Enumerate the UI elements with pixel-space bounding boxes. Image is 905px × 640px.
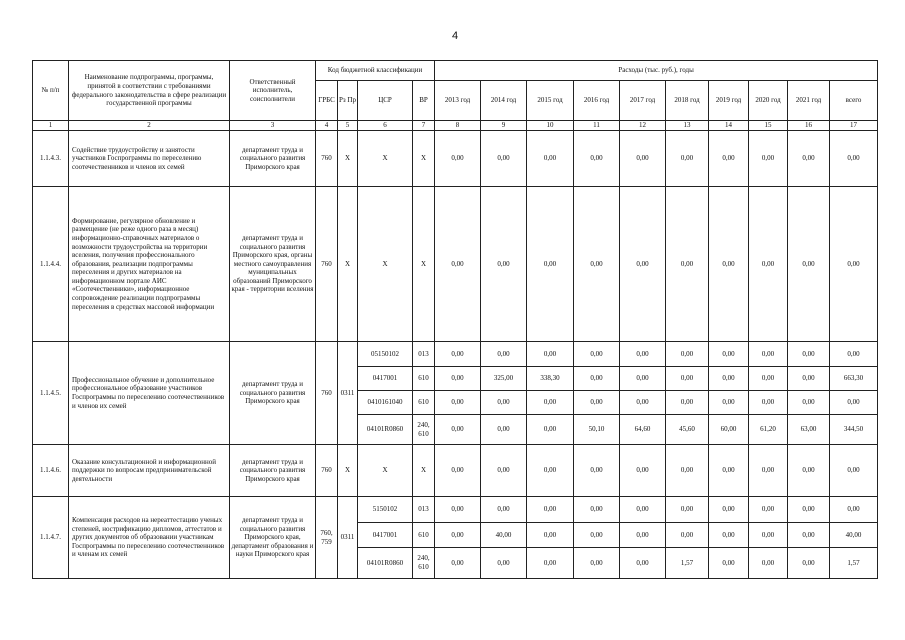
header-year-2018: 2018 год <box>666 81 709 121</box>
row-grbs: 760, 759 <box>316 497 338 579</box>
row-value: 0,00 <box>527 415 574 445</box>
column-number: 6 <box>358 121 413 131</box>
row-csr: 5150102 <box>358 497 413 523</box>
row-grbs: 760 <box>316 445 338 497</box>
row-value: 0,00 <box>620 391 666 415</box>
header-year-2014: 2014 год <box>481 81 527 121</box>
header-row-1 <box>33 61 878 81</box>
column-number: 5 <box>338 121 358 131</box>
table-header <box>33 61 878 131</box>
row-csr: X <box>358 187 413 342</box>
row-value: 325,00 <box>481 367 527 391</box>
row-value: 0,00 <box>830 445 878 497</box>
row-csr: X <box>358 131 413 187</box>
row-vr: X <box>413 131 435 187</box>
row-value: 0,00 <box>481 187 527 342</box>
row-value: 0,00 <box>527 391 574 415</box>
row-value: 0,00 <box>666 131 709 187</box>
header-year-2020: 2020 год <box>749 81 788 121</box>
row-value: 0,00 <box>574 548 620 579</box>
header-vr: ВР <box>413 81 435 121</box>
row-responsible: департамент труда и социального развития Приморского края <box>230 445 316 497</box>
row-value: 0,00 <box>620 497 666 523</box>
row-value: 0,00 <box>749 523 788 548</box>
row-value: 0,00 <box>709 131 749 187</box>
row-csr: 04101R0860 <box>358 415 413 445</box>
row-csr: 0410161040 <box>358 391 413 415</box>
row-value: 0,00 <box>574 523 620 548</box>
row-value: 0,00 <box>527 548 574 579</box>
row-value: 0,00 <box>666 391 709 415</box>
column-number: 11 <box>574 121 620 131</box>
row-value: 0,00 <box>574 391 620 415</box>
header-name: Наименование подпрограммы, программы, принятой в соответствии с требованиями федерального законодательства в сфере реализации государственной программы <box>69 61 230 121</box>
row-value: 0,00 <box>788 342 830 367</box>
row-value: 0,00 <box>481 391 527 415</box>
row-vr: 610 <box>413 367 435 391</box>
row-rzpr: X <box>338 445 358 497</box>
row-value: 0,00 <box>830 391 878 415</box>
row-value: 0,00 <box>749 445 788 497</box>
row-value: 0,00 <box>788 187 830 342</box>
header-year-2017: 2017 год <box>620 81 666 121</box>
row-name: Оказание консультационной и информационной поддержки по вопросам предпринимательской деятельности <box>69 445 230 497</box>
row-value: 0,00 <box>830 497 878 523</box>
row-value: 0,00 <box>788 391 830 415</box>
row-value: 0,00 <box>620 548 666 579</box>
header-year-2013: 2013 год <box>435 81 481 121</box>
row-value: 0,00 <box>788 523 830 548</box>
column-number: 16 <box>788 121 830 131</box>
row-value: 1,57 <box>830 548 878 579</box>
row-value: 0,00 <box>620 342 666 367</box>
row-vr: 013 <box>413 342 435 367</box>
row-value: 0,00 <box>574 342 620 367</box>
row-value: 0,00 <box>788 367 830 391</box>
row-grbs: 760 <box>316 131 338 187</box>
row-value: 1,57 <box>666 548 709 579</box>
column-number: 15 <box>749 121 788 131</box>
row-value: 0,00 <box>620 187 666 342</box>
row-value: 338,30 <box>527 367 574 391</box>
row-vr: 610 <box>413 391 435 415</box>
header-year-2015: 2015 год <box>527 81 574 121</box>
row-value: 0,00 <box>709 523 749 548</box>
row-responsible: департамент труда и социального развития Приморского края, органы местного самоуправления муниципальных образований Приморского края - территории вселения <box>230 187 316 342</box>
row-vr: 013 <box>413 497 435 523</box>
row-value: 0,00 <box>435 523 481 548</box>
column-number: 17 <box>830 121 878 131</box>
table-row <box>33 187 878 342</box>
row-value: 0,00 <box>620 445 666 497</box>
row-value: 0,00 <box>709 367 749 391</box>
row-value: 0,00 <box>435 367 481 391</box>
row-value: 0,00 <box>574 131 620 187</box>
row-value: 0,00 <box>788 548 830 579</box>
row-value: 0,00 <box>788 445 830 497</box>
row-value: 0,00 <box>666 342 709 367</box>
row-value: 0,00 <box>527 187 574 342</box>
row-csr: 0417001 <box>358 523 413 548</box>
header-total: всего <box>830 81 878 121</box>
row-value: 0,00 <box>666 523 709 548</box>
column-number-row <box>33 121 878 131</box>
row-name: Содействие трудоустройству и занятости участников Госпрограммы по переселению соотечественников и членов их семей <box>69 131 230 187</box>
row-value: 0,00 <box>709 548 749 579</box>
row-value: 0,00 <box>666 367 709 391</box>
row-value: 0,00 <box>749 342 788 367</box>
row-grbs: 760 <box>316 342 338 445</box>
row-value: 0,00 <box>830 131 878 187</box>
column-number: 10 <box>527 121 574 131</box>
row-value: 0,00 <box>788 497 830 523</box>
header-year-2019: 2019 год <box>709 81 749 121</box>
row-value: 0,00 <box>574 187 620 342</box>
header-rzpr: Рз Пр <box>338 81 358 121</box>
row-value: 63,00 <box>788 415 830 445</box>
row-grbs: 760 <box>316 187 338 342</box>
row-value: 0,00 <box>709 391 749 415</box>
row-value: 40,00 <box>830 523 878 548</box>
row-value: 0,00 <box>709 497 749 523</box>
row-csr: 05150102 <box>358 342 413 367</box>
row-value: 0,00 <box>830 342 878 367</box>
row-value: 0,00 <box>709 187 749 342</box>
row-value: 0,00 <box>481 445 527 497</box>
row-name: Формирование, регулярное обновление и размещение (не реже одного раза в месяц) информационно-справочных материалов о возможности трудоустройства на территории вселения, получения профессионального образования, реализации подпрограммы переселения и других материалов на информационном портале АИС «Соотечественники», информационное сопровождение реализации подпрограммы переселения в средствах массовой информации <box>69 187 230 342</box>
row-value: 0,00 <box>435 548 481 579</box>
column-number: 9 <box>481 121 527 131</box>
column-number: 2 <box>69 121 230 131</box>
row-value: 0,00 <box>435 391 481 415</box>
header-csr: ЦСР <box>358 81 413 121</box>
row-value: 0,00 <box>749 187 788 342</box>
row-value: 0,00 <box>620 523 666 548</box>
table-row <box>33 342 878 367</box>
row-value: 0,00 <box>435 497 481 523</box>
row-value: 0,00 <box>620 131 666 187</box>
row-value: 0,00 <box>666 187 709 342</box>
row-value: 50,10 <box>574 415 620 445</box>
row-value: 0,00 <box>788 131 830 187</box>
row-value: 0,00 <box>481 131 527 187</box>
header-year-2016: 2016 год <box>574 81 620 121</box>
row-responsible: департамент труда и социального развития Приморского края <box>230 342 316 445</box>
column-number: 14 <box>709 121 749 131</box>
row-value: 64,60 <box>620 415 666 445</box>
row-value: 0,00 <box>527 342 574 367</box>
row-vr: 240, 610 <box>413 415 435 445</box>
row-rzpr: X <box>338 131 358 187</box>
row-name: Компенсация расходов на нереаттестацию ученых степеней, нострификацию дипломов, аттестатов и других документов об образовании участникам Госпрограммы по переселению соотечественников и членам их семей <box>69 497 230 579</box>
row-value: 0,00 <box>709 342 749 367</box>
row-vr: 240, 610 <box>413 548 435 579</box>
row-value: 0,00 <box>527 131 574 187</box>
table-row <box>33 445 878 497</box>
column-number: 3 <box>230 121 316 131</box>
row-number: 1.1.4.5. <box>33 342 69 445</box>
row-value: 663,30 <box>830 367 878 391</box>
row-value: 0,00 <box>481 342 527 367</box>
page-number: 4 <box>451 30 459 42</box>
row-name: Профессиональное обучение и дополнительное профессиональное образование участников Госпрограммы по переселению соотечественников и членов их семей <box>69 342 230 445</box>
row-value: 0,00 <box>527 445 574 497</box>
row-value: 0,00 <box>481 548 527 579</box>
row-value: 0,00 <box>749 548 788 579</box>
row-value: 344,50 <box>830 415 878 445</box>
column-number: 1 <box>33 121 69 131</box>
row-number: 1.1.4.3. <box>33 131 69 187</box>
row-rzpr: 0311 <box>338 497 358 579</box>
row-value: 60,00 <box>709 415 749 445</box>
row-vr: X <box>413 445 435 497</box>
header-num: № п/п <box>33 61 69 121</box>
row-vr: 610 <box>413 523 435 548</box>
row-value: 0,00 <box>574 497 620 523</box>
budget-table <box>32 60 878 579</box>
header-kbk: Код бюджетной классификации <box>316 61 435 81</box>
row-value: 0,00 <box>830 187 878 342</box>
row-value: 0,00 <box>749 131 788 187</box>
row-value: 0,00 <box>527 523 574 548</box>
column-number: 12 <box>620 121 666 131</box>
table-body <box>33 131 878 579</box>
row-rzpr: X <box>338 187 358 342</box>
row-value: 0,00 <box>435 187 481 342</box>
column-number: 4 <box>316 121 338 131</box>
column-number: 8 <box>435 121 481 131</box>
header-year-2021: 2021 год <box>788 81 830 121</box>
table-row <box>33 131 878 187</box>
row-value: 0,00 <box>435 342 481 367</box>
row-csr: X <box>358 445 413 497</box>
row-value: 0,00 <box>435 131 481 187</box>
row-value: 0,00 <box>574 367 620 391</box>
header-grbs: ГРБС <box>316 81 338 121</box>
row-number: 1.1.4.4. <box>33 187 69 342</box>
row-value: 0,00 <box>666 497 709 523</box>
row-value: 40,00 <box>481 523 527 548</box>
row-value: 0,00 <box>709 445 749 497</box>
row-value: 0,00 <box>749 367 788 391</box>
row-csr: 04101R0860 <box>358 548 413 579</box>
row-value: 0,00 <box>481 415 527 445</box>
row-value: 0,00 <box>620 367 666 391</box>
row-rzpr: 0311 <box>338 342 358 445</box>
table-row <box>33 497 878 523</box>
row-value: 0,00 <box>666 445 709 497</box>
column-number: 7 <box>413 121 435 131</box>
row-csr: 0417001 <box>358 367 413 391</box>
row-vr: X <box>413 187 435 342</box>
row-value: 61,20 <box>749 415 788 445</box>
row-value: 0,00 <box>435 415 481 445</box>
row-value: 0,00 <box>527 497 574 523</box>
column-number: 13 <box>666 121 709 131</box>
row-number: 1.1.4.7. <box>33 497 69 579</box>
row-value: 0,00 <box>749 497 788 523</box>
row-number: 1.1.4.6. <box>33 445 69 497</box>
row-value: 0,00 <box>574 445 620 497</box>
row-responsible: департамент труда и социального развития Приморского края <box>230 131 316 187</box>
header-expenses: Расходы (тыс. руб.), годы <box>435 61 878 81</box>
header-responsible: Ответственный исполнитель, соисполнители <box>230 61 316 121</box>
row-value: 45,60 <box>666 415 709 445</box>
row-value: 0,00 <box>481 497 527 523</box>
row-value: 0,00 <box>749 391 788 415</box>
row-responsible: департамент труда и социального развития Приморского края, департамент образования и науки Приморского края <box>230 497 316 579</box>
row-value: 0,00 <box>435 445 481 497</box>
